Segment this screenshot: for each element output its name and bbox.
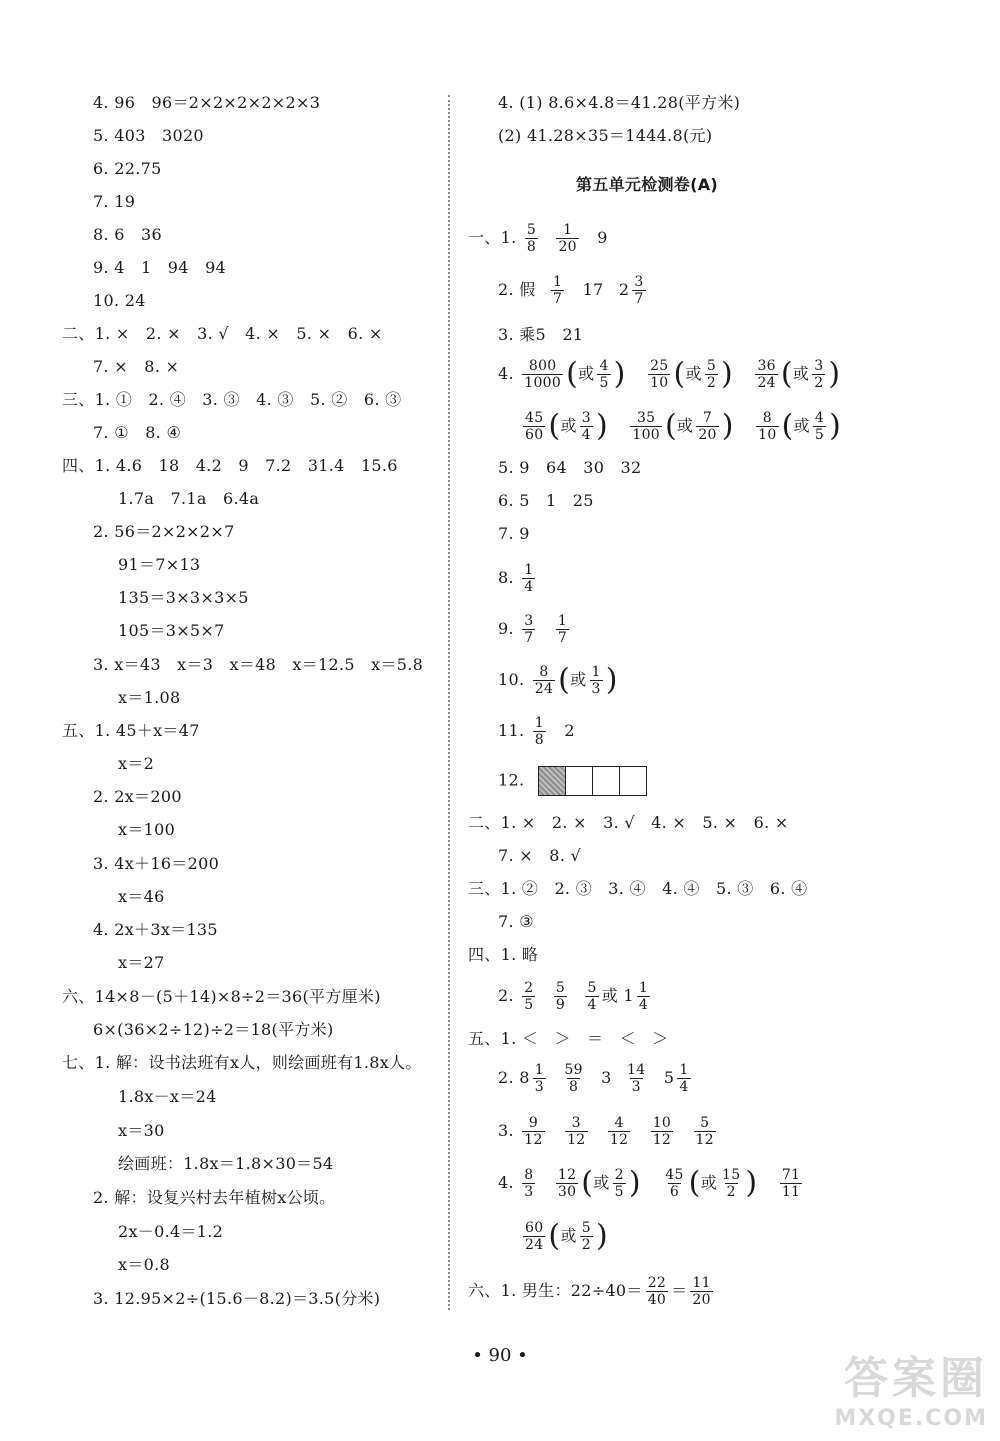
fraction: $\frac{11}{20}$: [692, 1275, 711, 1308]
answer-line: 五、1. ＜ ＞ ＝ ＜ ＞: [468, 1029, 669, 1048]
answer-line: 4. (1) 8.6×4.8＝41.28(平方米): [498, 93, 741, 112]
answer-line: [498, 613, 572, 646]
fraction: $\frac{1}{4}$: [524, 562, 534, 595]
item-prefix: 11.: [498, 721, 525, 740]
or-label: 或: [601, 986, 619, 1005]
fraction: $\frac{8}{24}$: [534, 664, 554, 697]
fraction: $\frac{4}{12}$: [609, 1115, 629, 1148]
answer-line: 2. 56＝2×2×2×7: [93, 522, 235, 541]
right-column: [450, 0, 970, 1330]
answer-line: [498, 274, 649, 307]
empty-cell: [620, 767, 646, 795]
answer-line: 2x－0.4＝1.2: [118, 1222, 224, 1241]
fraction-group: $\frac{12}{30}$ (或 $\frac{2}{5}$ ): [557, 1165, 641, 1201]
item-prefix: 4.: [498, 1173, 514, 1192]
answer-line: 4. 2x＋3x＝135: [93, 920, 218, 939]
fraction: $\frac{71}{11}$: [781, 1167, 801, 1200]
answer-line: x＝46: [118, 887, 165, 906]
item-prefix: 8.: [498, 568, 514, 587]
item-prefix: 六、1. 男生：22÷40＝: [468, 1281, 643, 1300]
item-prefix: 3.: [498, 1121, 514, 1140]
answer-line: 3. x＝43 x＝3 x＝48 x＝12.5 x＝5.8: [93, 655, 424, 674]
answer-line: 8. 6 36: [93, 225, 162, 244]
answer-line: 7. 9: [498, 524, 530, 543]
fraction: $\frac{3}{7}$: [524, 613, 534, 646]
answer-line: 七、1. 解：设书法班有x人，则绘画班有1.8x人。: [62, 1053, 422, 1072]
mixed-whole: 5: [663, 1068, 675, 1087]
fraction: $\frac{1}{4}$: [638, 980, 649, 1013]
answer-line: x＝1.08: [118, 688, 181, 707]
shaded-cell: [539, 767, 566, 795]
fraction: $\frac{5}{4}$: [587, 980, 597, 1013]
answer-line: [498, 1062, 694, 1095]
answer-line: 10. $\frac{8}{24}$ (或 $\frac{1}{3}$ ): [498, 662, 618, 698]
fraction: $\frac{22}{40}$: [647, 1275, 667, 1308]
answer-line: 7. × 8. √: [498, 846, 582, 865]
answer-line: 2. 2x＝200: [93, 787, 182, 806]
item-prefix: 12.: [498, 770, 525, 790]
answer-line: [468, 222, 608, 255]
fraction: $\frac{2}{5}$: [524, 980, 534, 1013]
item-prefix: 2.: [498, 986, 514, 1005]
answer-line: 7. 19: [93, 192, 136, 211]
answer-line: [498, 1115, 719, 1148]
item-prefix: 一、1.: [468, 228, 517, 247]
answer-line: 10. 24: [93, 291, 146, 310]
fraction: $\frac{10}{12}$: [652, 1115, 672, 1148]
item-prefix: 9.: [498, 619, 514, 638]
answer-line: 二、1. × 2. × 3. √ 4. × 5. × 6. ×: [468, 813, 789, 832]
answer-line: 四、1. 略: [468, 945, 539, 964]
answer-line: 3. 乘5 21: [498, 325, 584, 344]
answer-line: 6×(36×2÷12)÷2＝18(平方米): [93, 1020, 334, 1039]
fraction: $\frac{1}{7}$: [552, 274, 563, 307]
answer-line: 7. × 8. ×: [93, 357, 180, 376]
answer-line: [498, 980, 653, 1013]
watermark-logo-text: 答案圈: [844, 1353, 988, 1404]
fraction: $\frac{1}{3}$: [534, 1062, 544, 1095]
answer-line: 3. 12.95×2÷(15.6－8.2)＝3.5(分米): [93, 1289, 381, 1308]
answer-line: 三、1. ① 2. ④ 3. ③ 4. ③ 5. ② 6. ③: [62, 390, 402, 409]
fraction-group: $\frac{800}{1000}$ (或 $\frac{4}{5}$ ): [524, 356, 626, 392]
answer-line: 6. 5 1 25: [498, 491, 594, 510]
fraction: $\frac{5}{9}$: [555, 980, 566, 1013]
fraction: $\frac{1}{7}$: [557, 613, 568, 646]
answer-line: [468, 1275, 716, 1308]
answer-line: 7. ③: [498, 912, 534, 931]
fraction-group: $\frac{36}{24}$ (或 $\frac{3}{2}$ ): [757, 356, 841, 392]
answer-line: 1.7a 7.1a 6.4a: [118, 489, 260, 508]
fraction-group: $\frac{35}{100}$ (或 $\frac{7}{20}$ ): [632, 408, 734, 444]
fraction: $\frac{5}{12}$: [695, 1115, 714, 1148]
item-prefix: 4.: [498, 364, 514, 383]
left-column: [0, 0, 440, 1330]
answer-line: [498, 1167, 805, 1200]
answer-line: 6. 22.75: [93, 159, 162, 178]
mixed-whole: 1: [623, 986, 634, 1005]
mixed-whole: 8: [519, 1068, 530, 1087]
answer-line: 4. 96 96＝2×2×2×2×2×3: [93, 93, 321, 112]
answer-line: [498, 715, 575, 748]
answer-line: 7. ① 8. ④: [93, 423, 182, 442]
answer-line: 四、1. 4.6 18 4.2 9 7.2 31.4 15.6: [62, 456, 398, 475]
answer-line: 2. 解：设复兴村去年植树x公顷。: [93, 1188, 336, 1207]
page-number: • 90 •: [472, 1345, 528, 1366]
answer-line: 二、1. × 2. × 3. √ 4. × 5. × 6. ×: [62, 324, 383, 343]
answer-value: 2: [564, 721, 575, 740]
answer-line: 三、1. ② 2. ③ 3. ④ 4. ④ 5. ③ 6. ④: [468, 879, 808, 898]
equals-sign: ＝: [671, 1281, 688, 1300]
item-prefix: 10.: [498, 670, 525, 689]
fraction: $\frac{1}{20}$: [558, 222, 577, 255]
mixed-whole: 2: [618, 280, 630, 299]
fraction: $\frac{3}{12}$: [567, 1115, 586, 1148]
item-prefix: 2.: [498, 1068, 514, 1087]
answer-line: (2) 41.28×35＝1444.8(元): [498, 126, 713, 145]
answer-line: 六、14×8－(5＋14)×8÷2＝36(平方厘米): [62, 987, 381, 1006]
answer-value: 9: [597, 228, 608, 247]
empty-cell: [566, 767, 593, 795]
fraction: $\frac{59}{8}$: [564, 1062, 583, 1095]
answer-value: 17: [582, 280, 604, 299]
answer-line: 91＝7×13: [118, 555, 201, 574]
fraction: $\frac{60}{24}$: [525, 1220, 544, 1253]
item-prefix: 2. 假: [498, 280, 536, 299]
fraction-group: $\frac{25}{10}$ (或 $\frac{5}{2}$ ): [650, 356, 734, 392]
fraction: $\frac{14}{3}$: [627, 1062, 646, 1095]
answer-line: 9. 4 1 94 94: [93, 258, 227, 277]
answer-line: 1.8x－x＝24: [118, 1087, 217, 1106]
answer-line: $\frac{60}{24}$ (或 $\frac{5}{2}$ ): [525, 1218, 608, 1254]
answer-line: [498, 766, 647, 796]
fraction-group: $\frac{8}{10}$ (或 $\frac{4}{5}$ ): [758, 408, 842, 444]
answer-line: 105＝3×5×7: [118, 621, 225, 640]
answer-line: x＝2: [118, 754, 155, 773]
answer-line: 五、1. 45＋x＝47: [62, 721, 200, 740]
shaded-box-diagram: [538, 766, 647, 796]
fraction: $\frac{1}{4}$: [679, 1062, 689, 1095]
fraction-group: $\frac{45}{6}$ (或 $\frac{15}{2}$ ): [665, 1165, 758, 1201]
answer-value: 3: [601, 1068, 612, 1087]
answer-line: 5. 9 64 30 32: [498, 458, 642, 477]
fraction: $\frac{5}{8}$: [526, 222, 537, 255]
watermark-url: MXQE.COM: [834, 1406, 988, 1431]
watermark: [834, 1342, 988, 1431]
answer-line: x＝27: [118, 953, 165, 972]
answer-line: [498, 562, 538, 595]
answer-line: 5. 403 3020: [93, 126, 204, 145]
answer-line: x＝30: [118, 1121, 165, 1140]
answer-line: x＝0.8: [118, 1255, 170, 1274]
empty-cell: [593, 767, 620, 795]
fraction: $\frac{9}{12}$: [524, 1115, 543, 1148]
fraction-group: $\frac{45}{60}$ (或 $\frac{3}{4}$ ): [525, 408, 608, 444]
answer-line: [520, 410, 855, 443]
answer-line: 绘画班：1.8x＝1.8×30＝54: [118, 1154, 334, 1173]
fraction: $\frac{1}{8}$: [534, 715, 544, 748]
section-heading: 第五单元检测卷(A): [576, 175, 719, 194]
answer-line: 135＝3×3×3×5: [118, 588, 249, 607]
answer-line: x＝100: [118, 820, 176, 839]
answer-line: 3. 4x＋16＝200: [93, 854, 220, 873]
fraction: $\frac{3}{7}$: [634, 274, 644, 307]
fraction: $\frac{8}{3}$: [524, 1167, 534, 1200]
answer-line: [498, 358, 854, 391]
